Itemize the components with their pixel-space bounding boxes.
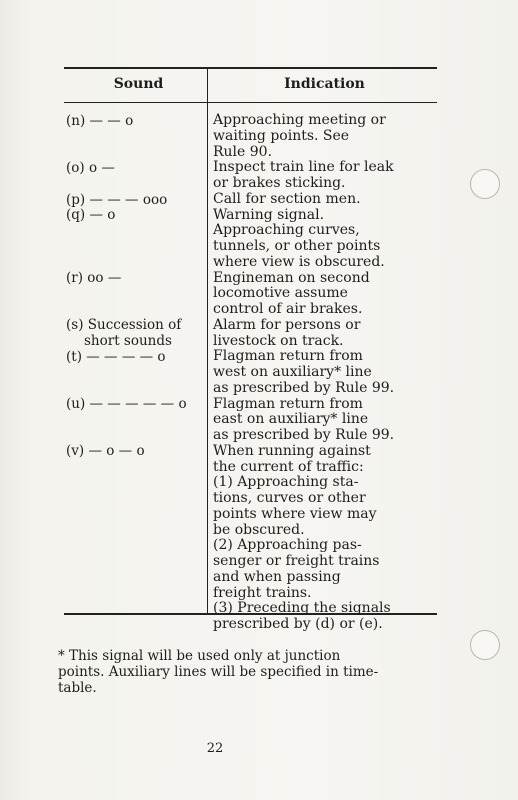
indication-line: or brakes sticking. xyxy=(213,175,346,191)
page-number: 22 xyxy=(206,741,224,756)
indication-line: (2) Approaching pas- xyxy=(213,537,362,554)
indication-line: prescribed by (d) or (e). xyxy=(213,616,383,632)
indication-line: Engineman on second xyxy=(213,269,370,286)
table-column-divider xyxy=(207,67,208,613)
table-top-rule xyxy=(64,67,437,69)
indication-line: points where view may xyxy=(213,505,377,522)
indication-line: tions, curves or other xyxy=(213,490,366,506)
footnote-line: * This signal will be used only at junction xyxy=(58,648,341,664)
sound-cell: (s) Succession of xyxy=(66,317,182,333)
column-header-indication: Indication xyxy=(284,76,365,92)
indication-line: and when passing xyxy=(213,568,341,585)
indication-line: Flagman return from xyxy=(213,348,363,365)
sound-cell: (u) — — — — — o xyxy=(66,396,187,412)
indication-line: livestock on track. xyxy=(213,332,344,349)
indication-line: tunnels, or other points xyxy=(213,238,381,254)
table-header-rule xyxy=(64,102,437,103)
sound-cell: (r) oo — xyxy=(66,270,122,286)
sound-cell: (q) — o xyxy=(66,207,116,223)
indication-column xyxy=(213,113,438,633)
indication-line: locomotive assume xyxy=(213,285,348,302)
indication-line: Approaching meeting or xyxy=(213,112,386,128)
indication-line: Approaching curves, xyxy=(213,222,360,239)
indication-line: Inspect train line for leak xyxy=(213,159,394,176)
indication-line: where view is obscured. xyxy=(213,253,385,270)
indication-line: east on auxiliary* line xyxy=(213,411,369,428)
indication-line: be obscured. xyxy=(213,521,305,538)
binder-hole xyxy=(470,630,500,660)
indication-line: waiting points. See xyxy=(213,127,350,144)
sound-cell: (p) — — — ooo xyxy=(66,192,168,208)
footnote xyxy=(58,648,438,696)
sound-cell: short sounds xyxy=(84,333,172,349)
indication-line: Flagman return from xyxy=(213,395,363,412)
indication-line: (1) Approaching sta- xyxy=(213,474,359,491)
indication-line: freight trains. xyxy=(213,584,312,601)
footnote-line: table. xyxy=(58,680,97,696)
footnote-line: points. Auxiliary lines will be specified in time- xyxy=(58,664,379,680)
indication-line: as prescribed by Rule 99. xyxy=(213,427,395,443)
binder-hole xyxy=(470,169,500,199)
indication-line: When running against xyxy=(213,442,371,459)
sound-cell: (n) — — o xyxy=(66,113,134,129)
sound-cell: (o) o — xyxy=(66,160,115,176)
sound-cell: (v) — o — o xyxy=(66,443,145,459)
indication-line: (3) Preceding the signals xyxy=(213,600,391,617)
indication-line: the current of traffic: xyxy=(213,458,364,475)
indication-line: as prescribed by Rule 99. xyxy=(213,379,395,396)
indication-line: Call for section men. xyxy=(213,190,361,207)
indication-line: Rule 90. xyxy=(213,143,273,160)
sound-cell: (t) — — — — o xyxy=(66,349,166,365)
indication-line: Warning signal. xyxy=(213,206,325,223)
indication-line: control of air brakes. xyxy=(213,301,363,317)
indication-line: west on auxiliary* line xyxy=(213,364,372,380)
indication-line: Alarm for persons or xyxy=(213,316,361,333)
indication-line: senger or freight trains xyxy=(213,553,380,569)
column-header-sound: Sound xyxy=(113,76,164,92)
